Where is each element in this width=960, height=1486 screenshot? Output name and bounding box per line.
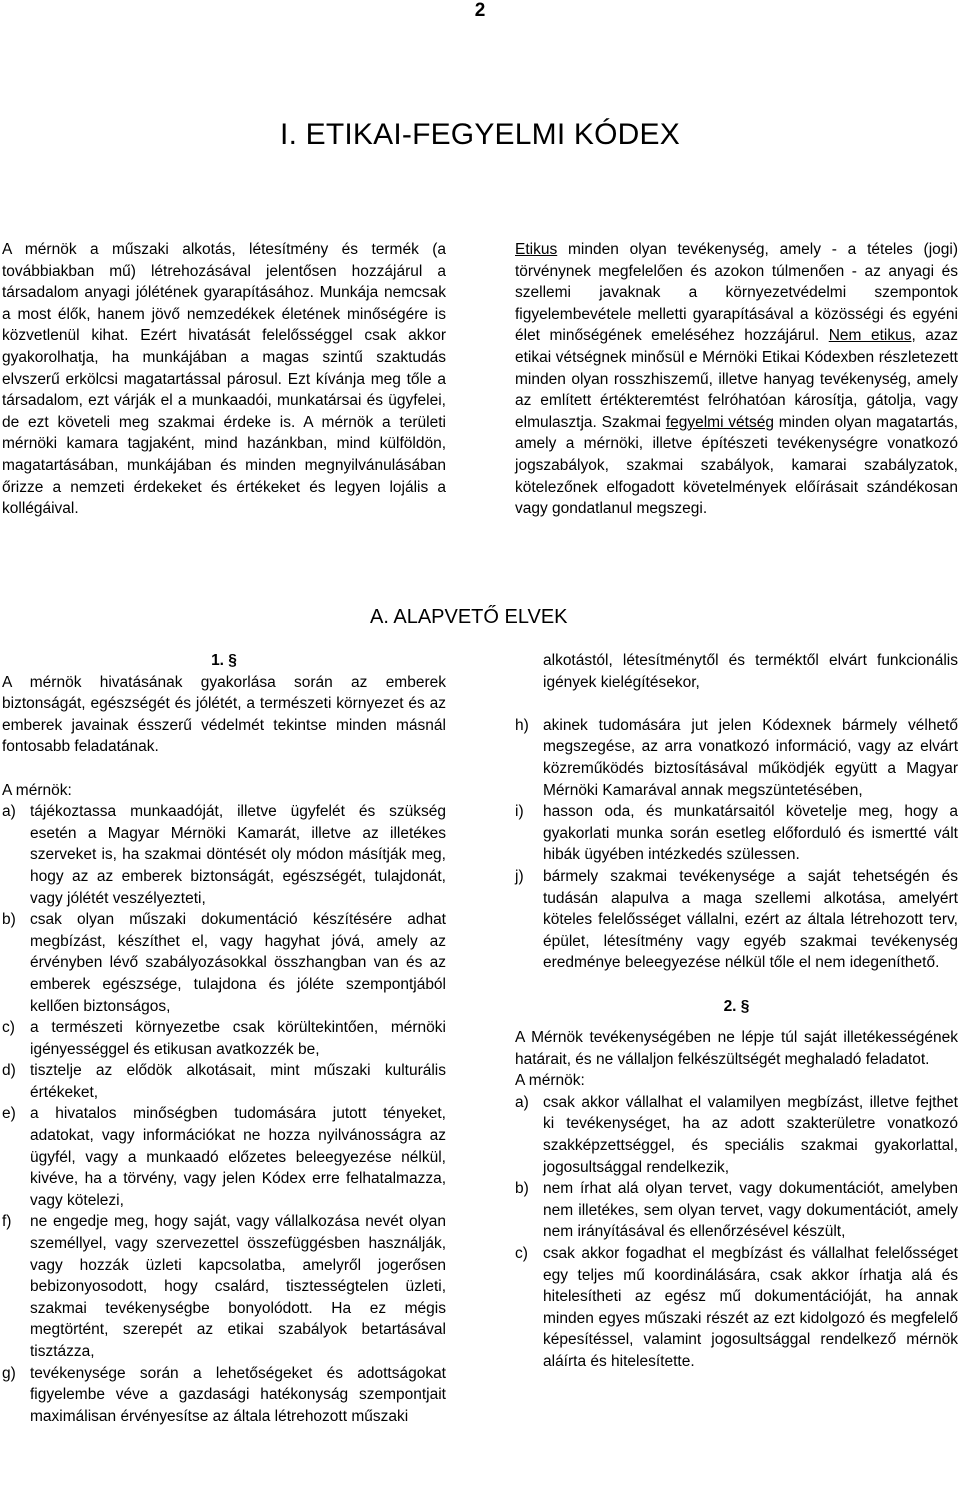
term-nem-etikus: Nem etikus [828,327,912,345]
list-item-text: tájékoztassa munkaadóját, illetve ügyfelét és szükség esetén a Magyar Mérnöki Kamarát, illetve az illetékes szerveket is, ha szakmai döntését oly módon másítják meg, hogy az az emberek biztonságát, egészségét, tulajdonát, vagy jólétét veszélyezteti, [30,803,446,907]
section-heading: A. ALAPVETŐ ELVEK [370,606,568,628]
list-item [2,1211,446,1362]
list-item [515,715,958,801]
list-item-text: a természeti környezetbe csak körültekintően, mérnöki igényességgel és etikusan avatkozzék be, [30,1019,446,1058]
page-number: 2 [474,0,486,21]
list-item [515,1092,958,1178]
list-item-label: h) [515,716,529,734]
section-left-column [2,650,446,1427]
list-item-text: ne engedje meg, hogy saját, vagy vállalkozása nevét olyan személlyel, vagy szervezettel összefüggésben használják, vagy hozzák üzleti kapcsolatba, amelyről jogerősen bebizonyosodott, hogy csalárd, tisztességtelen üzleti, szakmai tevékenységbe bonyolódott. Ha ez mégis megtörtént, szerepét az etikai szabályok betartásával tisztázza, [30,1213,446,1360]
list-item-text: a hivatalos minőségben tudomására jutott tényeket, adatokat, vagy információkat ne hozza nyilvánosságra az ügyfél, vagy a munkaadó előzetes beleegyezése nélkül, kivéve, ha a törvény, vagy jelen Kódex erre felhatalmazza, vagy kötelezi, [30,1105,446,1209]
list-item-continuation: alkotástól, létesítménytől és terméktől elvárt funkcionális igények kielégítésekor, [543,652,958,691]
list-item [2,1060,446,1103]
list-item-text: tisztelje az elődök alkotásait, mint műszaki kulturális értékeket, [30,1062,446,1101]
nem-etikus-definition: , azaz etikai vétségnek minősül e Mérnöki Etikai Kódexben részletezett minden olyan rosszhiszemű, illetve hanyag tevékenység, amely az említett értékteremtést felróhatóan károsítja, gátolja, vagy elmulasztja. Szakmai [515,327,958,431]
list-item [2,801,446,909]
paragraph-lead: A mérnök hivatásának gyakorlása során az emberek biztonságát, egészségét és jólétét, a természeti környezet és az emberek javainak ésszerű védelmét tekintse minden másnál fontosabb feladatának. [2,673,446,756]
list-item [515,866,958,974]
list-item-label: a) [2,803,16,821]
etikus-definition: minden olyan tevékenység, amely - a tételes (jogi) törvénynek megfelelően és azokon túlmenően - az anyagi és szellemi javaknak a környezetvédelmi szempontok figyelembevétele melletti gyarapításával a közösségi és egyéni élet minőségének emeléséhez hozzájárul. [515,241,958,345]
list-item-label: i) [515,803,524,821]
term-fegyelmi-vetseg: fegyelmi vétség [665,413,774,431]
list-item-label: a) [515,1093,529,1111]
list-intro: A mérnök: [2,781,72,799]
list-item [515,1243,958,1373]
list-item-label: c) [2,1019,15,1037]
term-etikus: Etikus [515,241,558,258]
definitions-paragraph [515,239,958,520]
paragraph-lead: A Mérnök tevékenységében ne lépje túl saját illetékességének határait, és ne vállaljon felkészültségét meghaladó feladatot. [515,1029,958,1068]
list-item [2,909,446,1017]
list-item-label: f) [2,1213,12,1231]
paragraph-number: 1. § [211,652,237,669]
list-item-label: e) [2,1105,16,1123]
list-item-label: j) [515,867,524,885]
list-item-text: bármely szakmai tevékenysége a saját tehetségén és tudásán alapulva a maga szellemi alkotása, amelyért köteles felelősséget vállalni, ezért az általa létrehozott terv, épület, létesítmény vagy egyéb szakmai tevékenység eredménye beleegyezése nélkül tőle el nem idegeníthető. [543,867,958,972]
list-item-label: c) [515,1245,528,1263]
list-item-text: nem írhat alá olyan tervet, vagy dokumentációt, amelyben nem illetékes, sem olyan tervet, vagy dokumentációt, amely nem irányításával és ellenőrzésével készült, [543,1180,958,1241]
intro-right-column [515,239,958,520]
list-item-label: b) [2,911,16,929]
list-item [2,1103,446,1211]
list-item-text: csak akkor fogadhat el megbízást és vállalhat felelősséget egy teljes mű koordinálására, csak akkor írhatja alá és hitelesítheti az egész mű dokumentációját, ha annak minden egyes műszaki részét az ezt kidolgozó és megfelelő képesítéssel, valamint jogosultsággal rendelkező mérnök aláírta és hitelesítette. [543,1245,958,1370]
list-item-text: csak olyan műszaki dokumentáció készítésére adhat megbízást, készíthet el, vagy hagyhat jóvá, amely az érvényben lévő szabályozásokkal összhangban van és az emberek egészsége, tulajdona és jóléte szempontjából kellően biztonságos, [30,911,446,1015]
section-right-column [515,650,958,1373]
list-item [515,801,958,866]
list-item-text: akinek tudomására jut jelen Kódexnek bármely vélhető megszegése, az arra vonatkozó információ, vagy az elvárt közreműködés biztosításával működjék együtt a Magyar Mérnöki Kamarával annak megszüntetésében, [543,716,958,799]
list-item [2,1017,446,1060]
list-item [2,1363,446,1428]
document-title: I. ETIKAI-FEGYELMI KÓDEX [280,118,680,151]
list-item-label: g) [2,1364,16,1382]
list-item-text: hasson oda, és munkatársaitól követelje meg, hogy a gyakorlati munka során esetleg előforduló és ismertté vált hibák ügyében intézkedés szülessen. [543,803,958,864]
fegyelmi-definition: minden olyan magatartás, amely a mérnöki, illetve építészeti tevékenységre vonatkozó jogszabályok, szakmai szabályok, kamarai szabályzatok, kötelezőnek elfogadott követelmények előírásait szándékosan vagy gondatlanul megszegi. [515,413,958,518]
list-item-text: tevékenysége során a lehetőségeket és adottságokat figyelembe véve a gazdasági hatékonyság szempontjait maximálisan érvényesítse az általa létrehozott műszaki [30,1364,446,1425]
list-item-label: b) [515,1180,529,1198]
list-item-text: csak akkor vállalhat el valamilyen megbízást, illetve fejthet ki tevékenységet, ha az adott szakterületre vonatkozó szakképzettséggel, és speciális szakmai gyakorlattal, jogosultsággal rendelkezik, [543,1093,958,1176]
list-item-label: d) [2,1062,16,1080]
list-intro: A mérnök: [515,1072,585,1090]
intro-paragraph: A mérnök a műszaki alkotás, létesítmény és termék (a továbbiakban mű) létrehozásával jelentősen hozzájárul a társadalom anyagi jólétének gyarapításához. Munkája nemcsak a most élők, hanem jövő nemzedékek életének minőségére is közvetlenül kihat. Ezért hivatását felelősséggel csak akkor gyakorolhatja, ha munkájában a magas szintű szaktudás elvszerű erkölcsi magatartással párosul. Ezt kívánja meg tőle a társadalom, ezt várják el a munkaadói, munkatársai és ügyfelei, de ezt követeli meg szakmai érdeke is. A mérnök a területi mérnöki kamara tagjaként, mind hazánkban, mind külföldön, magatartásában, munkájában és minden megnyilvánulásában őrizze a nemzeti érdekeket és értékeket és legyen lojális a kollégáival. [2,241,446,518]
paragraph-number: 2. § [723,997,750,1015]
intro-left-column [2,239,446,520]
list-item [515,1178,958,1243]
